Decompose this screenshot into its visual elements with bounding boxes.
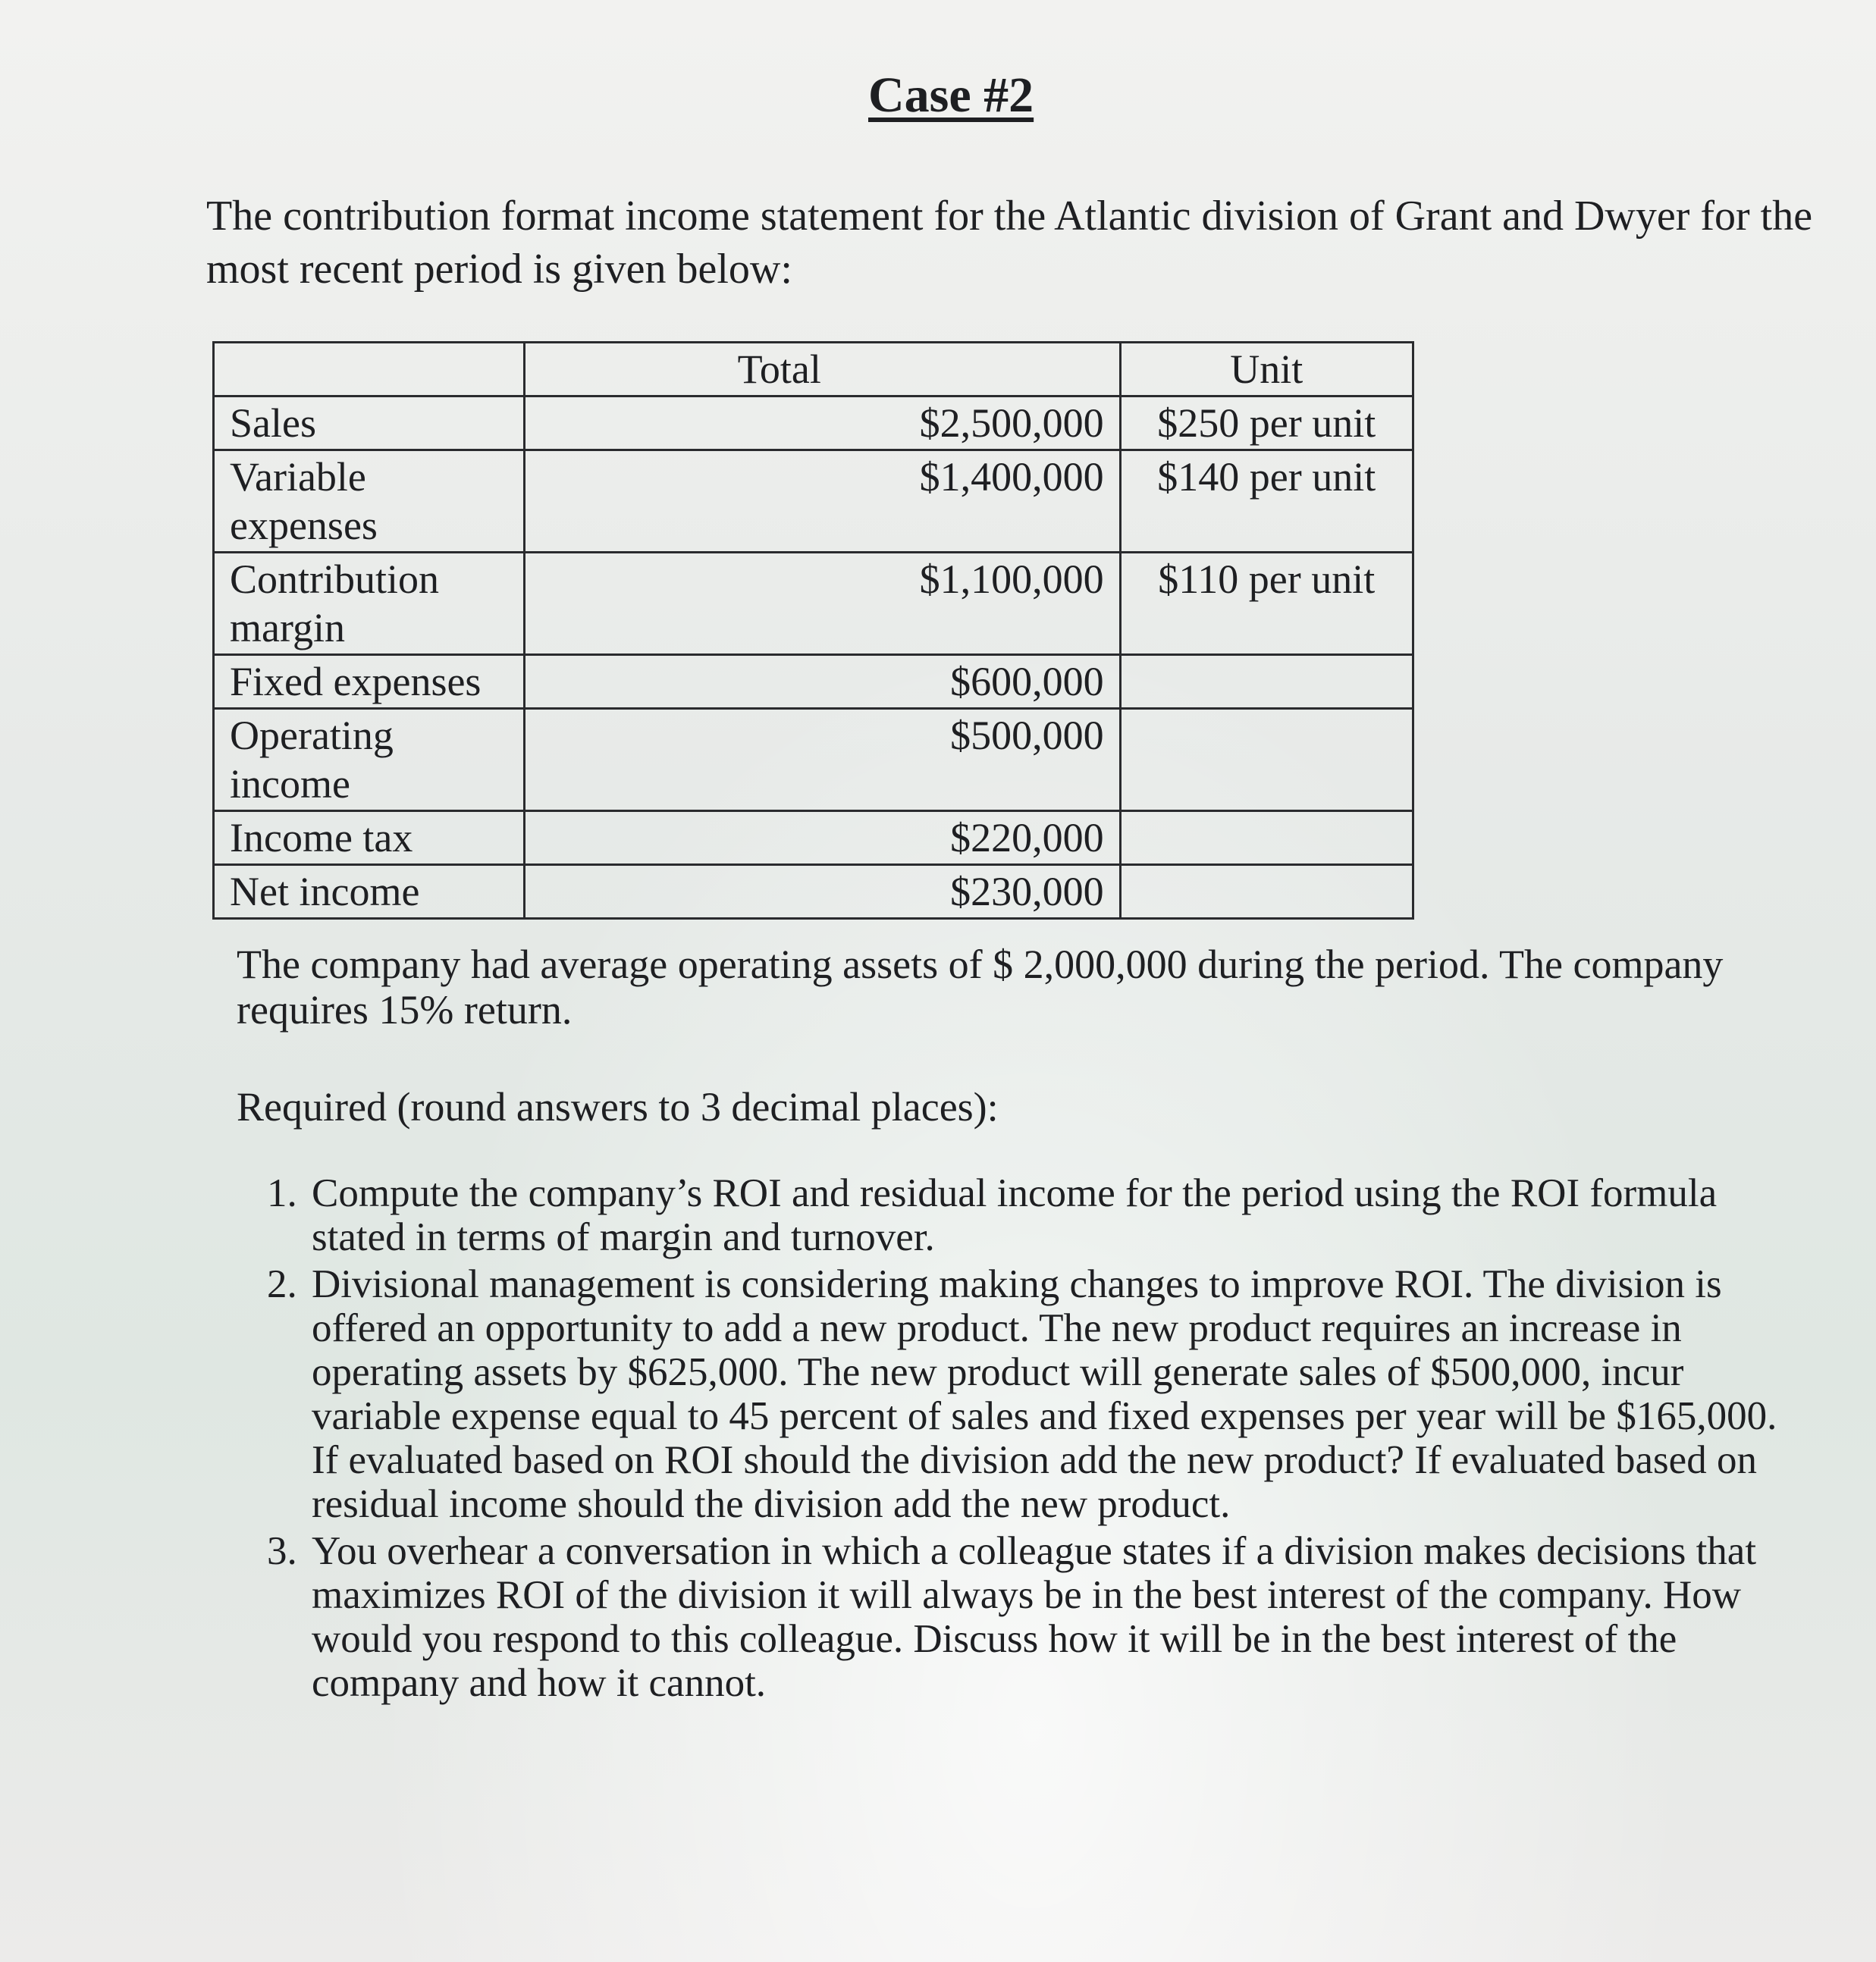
row-total: $1,400,000	[524, 450, 1120, 553]
row-unit	[1120, 865, 1413, 919]
row-label: Contribution margin	[214, 553, 525, 655]
table-row	[214, 553, 1413, 655]
row-total: $1,100,000	[524, 553, 1120, 655]
row-label: Net income	[214, 865, 525, 919]
requirements-list	[243, 1171, 1809, 1708]
row-unit: $110 per unit	[1120, 553, 1413, 655]
table-row	[214, 709, 1413, 811]
row-label: Operating income	[214, 709, 525, 811]
row-unit	[1120, 709, 1413, 811]
table-row	[214, 450, 1413, 553]
case-title: Case #2	[868, 67, 1034, 123]
row-unit: $250 per unit	[1120, 396, 1413, 450]
header-label-cell	[214, 343, 525, 396]
table-header-row	[214, 343, 1413, 396]
requirement-item: 2. Divisional management is considering making changes to improve ROI. The division is offered an opportunity to add a new product. The new product requires an increase in operating assets by $625,000. The new product will generate sales of $500,000, incur variable expense equal to 45 percent of sales and fixed expenses per year will be $165,000. If evaluated based on ROI should the division add the new product? If evaluated based on residual income should the division add the new product.	[307, 1262, 1809, 1526]
row-label: Fixed expenses	[214, 655, 525, 709]
required-heading: Required (round answers to 3 decimal places):	[237, 1084, 999, 1130]
row-unit: $140 per unit	[1120, 450, 1413, 553]
row-label: Sales	[214, 396, 525, 450]
operating-assets-paragraph: The company had average operating assets of $ 2,000,000 during the period. The company requires 15% return.	[237, 942, 1724, 1033]
row-unit	[1120, 655, 1413, 709]
requirement-item: 3. You overhear a conversation in which a colleague states if a division makes decisions that maximizes ROI of the division it will always be in the best interest of the company. How would you respond to this colleague. Discuss how it will be in the best interest of the company and how it cannot.	[307, 1529, 1809, 1705]
income-statement-table	[212, 341, 1414, 920]
row-total: $500,000	[524, 709, 1120, 811]
table-row	[214, 865, 1413, 919]
header-unit-cell: Unit	[1120, 343, 1413, 396]
row-unit	[1120, 811, 1413, 865]
header-total-cell: Total	[524, 343, 1120, 396]
row-total: $220,000	[524, 811, 1120, 865]
table-row	[214, 655, 1413, 709]
table-row	[214, 396, 1413, 450]
row-total: $2,500,000	[524, 396, 1120, 450]
row-label: Income tax	[214, 811, 525, 865]
intro-paragraph: The contribution format income statement for the Atlantic division of Grant and Dwyer for the most recent period is given below:	[206, 193, 1813, 293]
row-total: $600,000	[524, 655, 1120, 709]
row-total: $230,000	[524, 865, 1120, 919]
requirement-item: 1. Compute the company’s ROI and residual income for the period using the ROI formula stated in terms of margin and turnover.	[307, 1171, 1809, 1259]
table-row	[214, 811, 1413, 865]
row-label: Variable expenses	[214, 450, 525, 553]
